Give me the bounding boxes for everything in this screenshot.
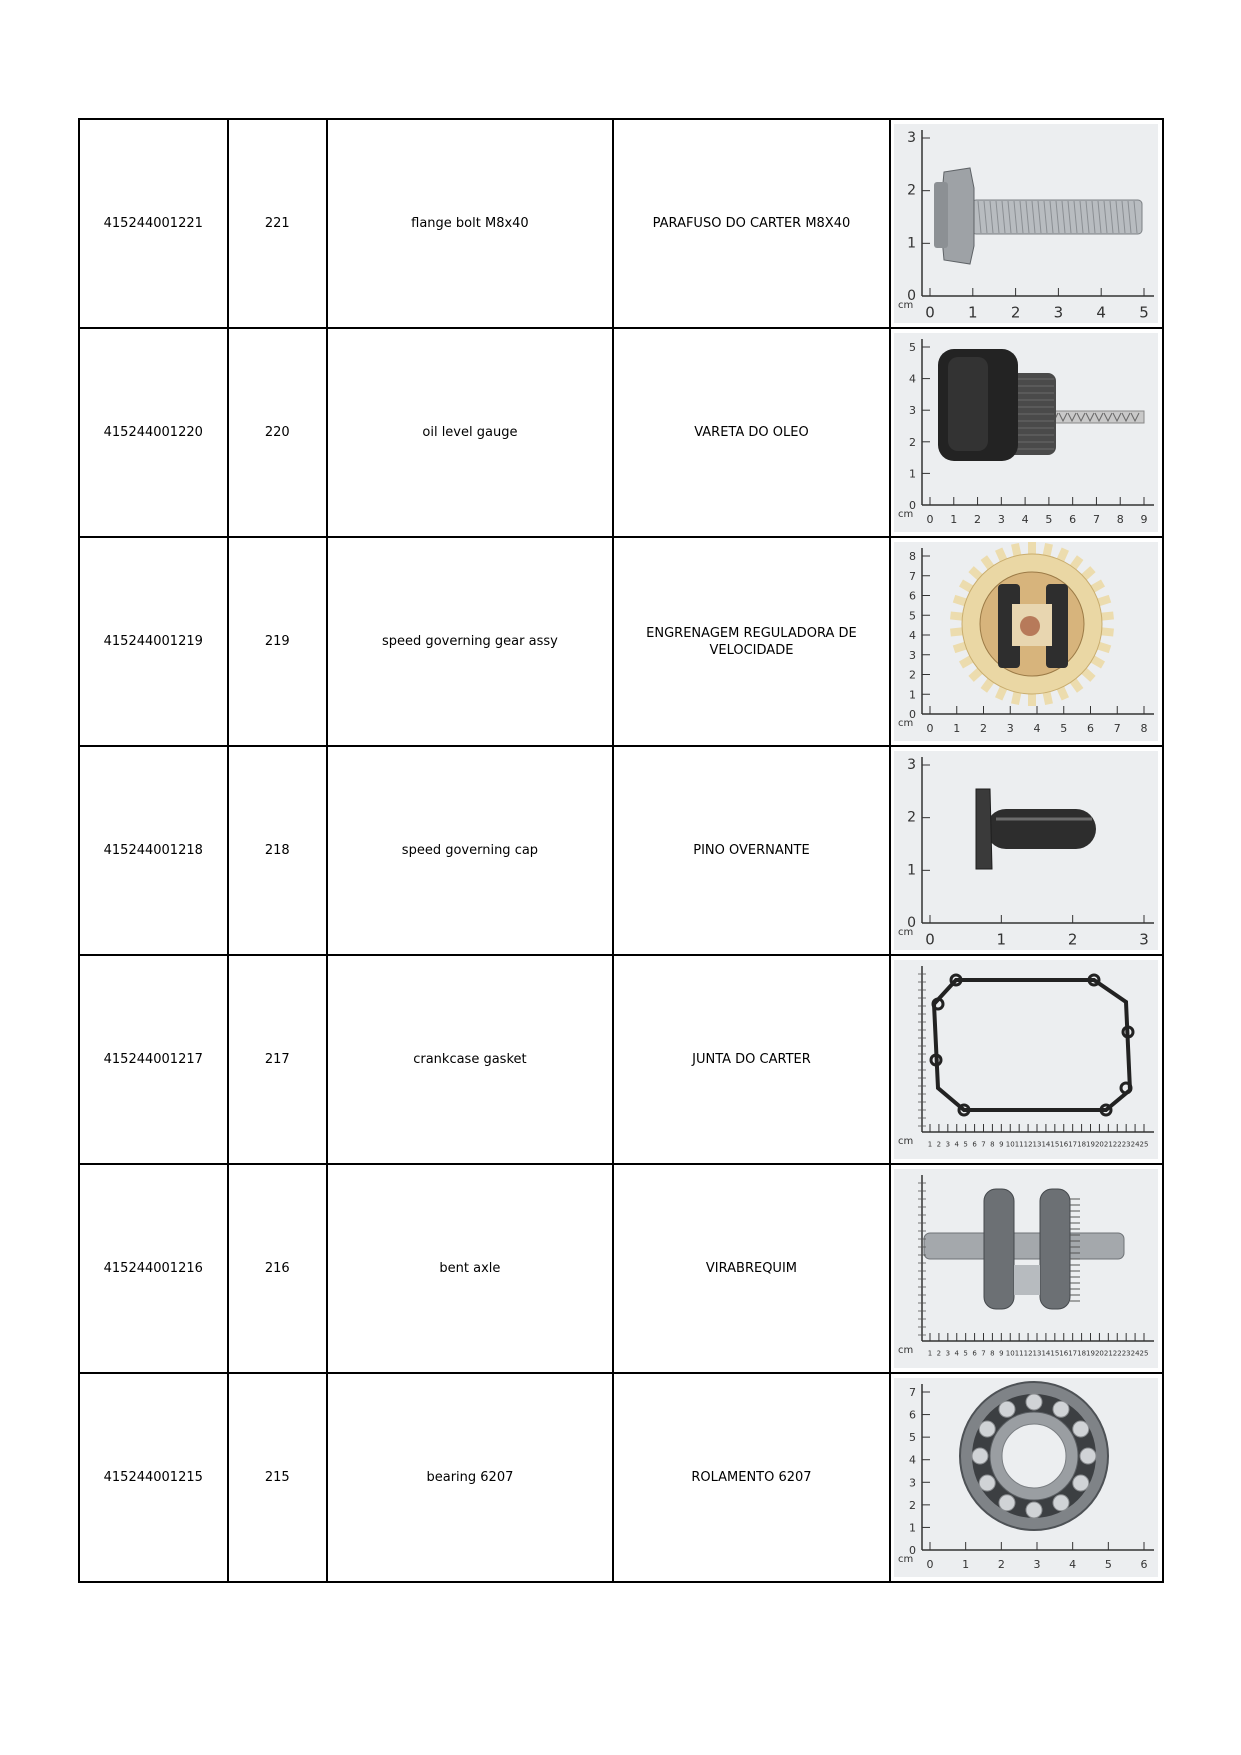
part-photo-cell <box>890 955 1163 1164</box>
ruler-x-label: 9 <box>999 1140 1005 1149</box>
ruler-x-label: 17 <box>1068 1349 1078 1358</box>
part-photo-frame <box>894 542 1158 741</box>
description-pt: VARETA DO OLEO <box>694 425 809 440</box>
ruler-y-label: 5 <box>909 1431 917 1445</box>
part-photo <box>894 960 1158 1159</box>
position-number: 217 <box>264 1052 290 1067</box>
description-pt-cell <box>613 955 890 1164</box>
ruler-x-label: 3 <box>1054 303 1064 322</box>
ruler-x-label: 5 <box>963 1140 969 1149</box>
ruler-x-label: 6 <box>972 1349 978 1358</box>
ruler-x-label: 7 <box>1114 721 1122 735</box>
part-code-cell <box>79 119 228 328</box>
ruler-x-label: 2 <box>998 1557 1006 1571</box>
ruler-x-label: 18 <box>1077 1349 1087 1358</box>
ruler-x-label: 20 <box>1095 1349 1105 1358</box>
ruler-x-label: 21 <box>1104 1349 1114 1358</box>
ruler-x-label: 4 <box>1033 721 1041 735</box>
part-photo-frame <box>894 960 1158 1159</box>
part-code-cell <box>79 1164 228 1373</box>
position-number: 218 <box>264 843 290 858</box>
ruler-x-label: 2 <box>980 721 988 735</box>
ruler-x-label: 25 <box>1140 1349 1149 1358</box>
ruler-x-label: 12 <box>1024 1140 1034 1149</box>
description-en: crankcase gasket <box>413 1052 527 1067</box>
parts-table <box>78 118 1164 1583</box>
part-photo-frame <box>894 751 1158 950</box>
table-row <box>79 328 1163 537</box>
governor-gear-icon <box>951 542 1115 706</box>
position-cell <box>228 1164 327 1373</box>
description-pt-cell <box>613 328 890 537</box>
ruler-x-label: 7 <box>1093 512 1101 526</box>
part-photo-frame <box>894 1169 1158 1368</box>
ruler-y-label: 0 <box>909 1544 917 1557</box>
ruler-x-label: 1 <box>962 1557 970 1571</box>
ruler-y-label: 3 <box>907 757 917 773</box>
ruler-x-label: 7 <box>981 1349 987 1358</box>
measurement-ruler <box>898 757 1154 949</box>
part-photo-cell <box>890 537 1163 746</box>
description-pt: VIRABREQUIM <box>705 1261 797 1276</box>
part-photo-cell <box>890 746 1163 955</box>
ruler-x-label: 16 <box>1059 1140 1069 1149</box>
description-en-cell <box>327 1164 613 1373</box>
ruler-x-label: 12 <box>1024 1349 1034 1358</box>
ball-bearing-icon <box>960 1382 1108 1530</box>
ruler-x-label: 4 <box>955 1349 960 1358</box>
part-code-cell <box>79 537 228 746</box>
part-code-cell <box>79 328 228 537</box>
ruler-x-label: 1 <box>997 930 1007 949</box>
position-number: 216 <box>264 1261 290 1276</box>
ruler-x-label: 6 <box>972 1140 978 1149</box>
ruler-x-label: 23 <box>1122 1140 1132 1149</box>
description-pt-cell <box>613 746 890 955</box>
table-row <box>79 537 1163 746</box>
description-pt-cell <box>613 1164 890 1373</box>
ruler-x-label: 19 <box>1086 1140 1096 1149</box>
description-en: oil level gauge <box>422 425 518 440</box>
part-code-cell <box>79 1373 228 1582</box>
ruler-x-label: 3 <box>946 1349 951 1358</box>
description-en: speed governing cap <box>401 843 539 858</box>
description-en-cell <box>327 119 613 328</box>
ruler-x-label: 0 <box>925 930 936 949</box>
position-cell <box>228 537 327 746</box>
ruler-y-label: 2 <box>907 182 917 199</box>
ruler-x-label: 5 <box>1105 1557 1113 1571</box>
ruler-x-label: 11 <box>1015 1349 1025 1358</box>
ruler-y-label: 1 <box>909 467 917 481</box>
part-photo-cell <box>890 328 1163 537</box>
ruler-x-label: 1 <box>953 721 961 735</box>
ruler-unit: cm <box>898 927 914 938</box>
ruler-x-label: 1 <box>950 512 958 526</box>
table-row <box>79 1164 1163 1373</box>
ruler-x-label: 10 <box>1006 1349 1016 1358</box>
ruler-x-label: 0 <box>926 1557 934 1571</box>
ruler-x-label: 10 <box>1006 1140 1016 1149</box>
ruler-y-label: 8 <box>909 550 917 563</box>
description-pt: PINO OVERNANTE <box>693 843 810 858</box>
part-photo <box>894 542 1158 741</box>
ruler-x-label: 2 <box>974 512 982 526</box>
part-photo-cell <box>890 1373 1163 1582</box>
description-en-cell <box>327 1373 613 1582</box>
position-number: 215 <box>264 1470 290 1485</box>
ruler-x-label: 24 <box>1131 1349 1141 1358</box>
table-row <box>79 955 1163 1164</box>
ruler-x-label: 8 <box>990 1140 996 1149</box>
ruler-y-label: 4 <box>909 629 917 642</box>
ruler-x-label: 4 <box>1096 303 1107 322</box>
description-pt: ROLAMENTO 6207 <box>691 1470 812 1485</box>
part-code: 415244001221 <box>103 216 203 231</box>
ruler-y-label: 0 <box>907 288 917 304</box>
governor-pin-icon <box>976 789 1096 869</box>
ruler-x-label: 16 <box>1059 1349 1069 1358</box>
ruler-y-label: 3 <box>909 1476 917 1490</box>
part-photo-frame <box>894 124 1158 323</box>
part-photo-frame <box>894 1378 1158 1577</box>
ruler-x-label: 8 <box>1140 721 1148 735</box>
ruler-x-label: 13 <box>1033 1140 1042 1149</box>
part-code: 415244001218 <box>103 843 203 858</box>
ruler-y-label: 2 <box>907 809 917 826</box>
part-code: 415244001215 <box>103 1470 203 1485</box>
crankshaft-icon <box>924 1189 1124 1309</box>
part-photo <box>894 333 1158 532</box>
position-number: 220 <box>264 425 290 440</box>
ruler-y-label: 1 <box>907 862 917 879</box>
ruler-unit: cm <box>898 1345 914 1356</box>
ruler-x-label: 25 <box>1140 1140 1149 1149</box>
ruler-y-label: 3 <box>907 130 917 146</box>
description-pt: PARAFUSO DO CARTER M8X40 <box>652 216 851 231</box>
flange-bolt-icon <box>934 168 1142 264</box>
part-code: 415244001219 <box>103 634 203 649</box>
position-number: 219 <box>264 634 290 649</box>
part-photo-cell <box>890 1164 1163 1373</box>
ruler-x-label: 4 <box>955 1140 960 1149</box>
table-row <box>79 746 1163 955</box>
description-en-cell <box>327 746 613 955</box>
ruler-x-label: 6 <box>1069 512 1077 526</box>
ruler-x-label: 2 <box>1068 930 1078 949</box>
ruler-y-label: 5 <box>909 609 917 623</box>
description-en-cell <box>327 955 613 1164</box>
description-en: flange bolt M8x40 <box>411 216 529 231</box>
ruler-y-label: 0 <box>909 499 917 512</box>
ruler-x-label: 21 <box>1104 1140 1114 1149</box>
description-en-cell <box>327 328 613 537</box>
ruler-x-label: 14 <box>1041 1349 1051 1358</box>
part-photo <box>894 1378 1158 1577</box>
ruler-x-label: 3 <box>1007 721 1015 735</box>
ruler-unit: cm <box>898 1554 914 1565</box>
ruler-x-label: 0 <box>926 512 934 526</box>
position-cell <box>228 1373 327 1582</box>
part-code: 415244001220 <box>103 425 203 440</box>
ruler-x-label: 6 <box>1140 1557 1148 1571</box>
description-pt: JUNTA DO CARTER <box>692 1052 811 1067</box>
ruler-x-label: 15 <box>1050 1140 1060 1149</box>
description-en-cell <box>327 537 613 746</box>
ruler-y-label: 2 <box>909 435 917 449</box>
ruler-x-label: 4 <box>1022 512 1030 526</box>
ruler-x-label: 15 <box>1050 1349 1060 1358</box>
ruler-y-label: 3 <box>909 404 917 418</box>
position-cell <box>228 746 327 955</box>
ruler-x-label: 5 <box>1060 721 1068 735</box>
ruler-y-label: 1 <box>907 235 917 252</box>
ruler-x-label: 9 <box>1140 512 1148 526</box>
part-code-cell <box>79 746 228 955</box>
gasket-icon <box>931 975 1133 1115</box>
ruler-y-label: 3 <box>909 648 917 662</box>
ruler-y-label: 0 <box>907 915 917 931</box>
ruler-x-label: 20 <box>1095 1140 1105 1149</box>
ruler-x-label: 14 <box>1041 1140 1051 1149</box>
position-cell <box>228 955 327 1164</box>
description-pt-cell <box>613 1373 890 1582</box>
part-code-cell <box>79 955 228 1164</box>
oil-dipstick-icon <box>938 349 1144 461</box>
ruler-x-label: 3 <box>1139 930 1150 949</box>
part-photo <box>894 124 1158 323</box>
ruler-unit: cm <box>898 718 914 729</box>
ruler-x-label: 22 <box>1113 1140 1123 1149</box>
ruler-x-label: 3 <box>946 1140 951 1149</box>
ruler-x-label: 0 <box>926 721 934 735</box>
ruler-x-label: 2 <box>937 1349 942 1358</box>
ruler-x-label: 1 <box>928 1349 933 1358</box>
ruler-x-label: 8 <box>990 1349 996 1358</box>
ruler-unit: cm <box>898 1136 914 1147</box>
ruler-x-label: 3 <box>1033 1557 1041 1571</box>
ruler-y-label: 4 <box>909 1453 917 1467</box>
description-pt-cell <box>613 119 890 328</box>
table-row <box>79 119 1163 328</box>
ruler-y-label: 7 <box>909 569 917 583</box>
ruler-y-label: 4 <box>909 372 917 386</box>
part-photo-cell <box>890 119 1163 328</box>
part-photo <box>894 1169 1158 1368</box>
ruler-y-label: 2 <box>909 668 917 682</box>
ruler-unit: cm <box>898 300 914 311</box>
description-en: bent axle <box>439 1261 501 1276</box>
ruler-x-label: 2 <box>937 1140 942 1149</box>
ruler-x-label: 6 <box>1087 721 1095 735</box>
ruler-y-label: 2 <box>909 1498 917 1512</box>
ruler-x-label: 1 <box>928 1140 933 1149</box>
part-photo-frame <box>894 333 1158 532</box>
position-cell <box>228 119 327 328</box>
ruler-x-label: 7 <box>981 1140 987 1149</box>
ruler-x-label: 8 <box>1117 512 1125 526</box>
ruler-x-label: 5 <box>1139 303 1150 322</box>
ruler-x-label: 1 <box>968 303 979 322</box>
ruler-x-label: 9 <box>999 1349 1005 1358</box>
description-pt-cell <box>613 537 890 746</box>
ruler-x-label: 3 <box>998 512 1006 526</box>
description-en: speed governing gear assy <box>382 634 558 649</box>
ruler-x-label: 2 <box>1011 303 1021 322</box>
ruler-y-label: 5 <box>909 341 917 354</box>
ruler-x-label: 0 <box>925 303 936 322</box>
ruler-y-label: 6 <box>909 1408 917 1422</box>
ruler-x-label: 11 <box>1015 1140 1025 1149</box>
position-number: 221 <box>264 216 290 231</box>
ruler-y-label: 1 <box>909 688 917 702</box>
description-en: bearing 6207 <box>426 1470 514 1485</box>
ruler-unit: cm <box>898 509 914 520</box>
ruler-y-label: 1 <box>909 1521 917 1535</box>
ruler-x-label: 5 <box>1045 512 1053 526</box>
ruler-x-label: 22 <box>1113 1349 1123 1358</box>
ruler-x-label: 13 <box>1033 1349 1042 1358</box>
position-cell <box>228 328 327 537</box>
ruler-y-label: 7 <box>909 1386 917 1399</box>
description-pt: ENGRENAGEM REGULADORA DE VELOCIDADE <box>646 625 857 658</box>
ruler-x-label: 24 <box>1131 1140 1141 1149</box>
table-row <box>79 1373 1163 1582</box>
ruler-x-label: 4 <box>1069 1557 1077 1571</box>
ruler-y-label: 0 <box>909 708 917 721</box>
ruler-x-label: 23 <box>1122 1349 1132 1358</box>
part-code: 415244001217 <box>103 1052 203 1067</box>
ruler-x-label: 18 <box>1077 1140 1087 1149</box>
part-photo <box>894 751 1158 950</box>
ruler-x-label: 17 <box>1068 1140 1078 1149</box>
ruler-x-label: 19 <box>1086 1349 1096 1358</box>
part-code: 415244001216 <box>103 1261 203 1276</box>
ruler-x-label: 5 <box>963 1349 969 1358</box>
ruler-y-label: 6 <box>909 589 917 603</box>
